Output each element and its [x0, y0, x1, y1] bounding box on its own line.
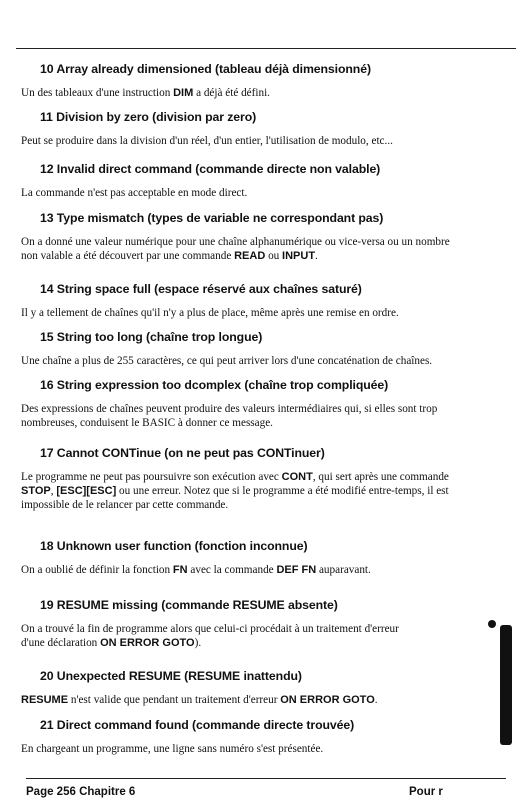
keyword: RESUME — [21, 694, 69, 706]
error-description — [21, 186, 513, 200]
text-run: La commande n'est pas acceptable en mode direct. — [21, 187, 248, 199]
text-run: Des expressions de chaînes peuvent produire des valeurs intermédiaires qui, si elles sont trop nombreuses, conduisent le BASIC à donner ce message. — [21, 403, 438, 429]
error-description — [21, 306, 513, 320]
text-run: ou une erreur. Notez que si le programme a été modifié entre-temps, il est impossible de le relancer par cette commande. — [21, 485, 449, 511]
error-heading: 18 Unknown user function (fonction inconnue) — [40, 539, 308, 553]
bottom-rule — [26, 778, 506, 779]
error-entry — [0, 598, 513, 650]
top-rule — [16, 48, 516, 49]
error-heading: 13 Type mismatch (types de variable ne correspondant pas) — [40, 211, 384, 225]
error-entry — [0, 718, 513, 756]
error-entry — [0, 162, 513, 200]
keyword: CONT — [281, 471, 313, 483]
error-description — [21, 470, 513, 512]
text-run: Il y a tellement de chaînes qu'il n'y a plus de place, même après une remise en ordre. — [21, 307, 399, 319]
text-run: a déjà été défini. — [193, 87, 270, 99]
text-run: auparavant. — [316, 564, 371, 576]
error-description — [21, 134, 513, 148]
keyword: [ESC][ESC] — [56, 485, 117, 497]
text-run: , qui sert après une commande — [312, 471, 449, 483]
error-heading: 21 Direct command found (commande directe trouvée) — [40, 718, 355, 732]
error-heading: 11 Division by zero (division par zero) — [40, 110, 257, 124]
text-run: On a oublié de définir la fonction — [21, 564, 173, 576]
footer-right-label: Pour r — [409, 786, 443, 798]
text-run: avec la commande — [187, 564, 277, 576]
error-heading: 17 Cannot CONTinue (on ne peut pas CONTinuer) — [40, 446, 325, 460]
text-run: Le programme ne peut pas poursuivre son exécution avec — [21, 471, 282, 483]
text-run: ou — [265, 250, 283, 262]
error-description — [21, 86, 513, 100]
error-heading: 16 String expression too dcomplex (chaîne trop compliquée) — [40, 378, 389, 392]
error-heading: 19 RESUME missing (commande RESUME absente) — [40, 598, 338, 612]
keyword: READ — [234, 250, 266, 262]
error-entry — [0, 669, 513, 707]
text-run: ). — [194, 637, 202, 649]
text-run: En chargeant un programme, une ligne sans numéro s'est présentée. — [21, 743, 324, 755]
keyword: INPUT — [282, 250, 316, 262]
text-run: Une chaîne a plus de 255 caractères, ce qui peut arriver lors d'une concaténation de chaînes. — [21, 355, 433, 367]
error-entry — [0, 211, 513, 263]
error-entry — [0, 539, 513, 577]
text-run: . — [374, 694, 378, 706]
footer-page-label: Page 256 Chapitre 6 — [26, 786, 136, 798]
error-description — [21, 693, 513, 707]
error-entry — [0, 378, 513, 430]
error-heading: 10 Array already dimensioned (tableau déjà dimensionné) — [40, 62, 371, 76]
error-description — [21, 622, 513, 650]
text-run: n'est valide que pendant un traitement d'erreur — [68, 694, 281, 706]
keyword: DEF FN — [276, 564, 317, 576]
error-entry — [0, 330, 513, 368]
text-run: Peut se produire dans la division d'un réel, d'un entier, l'utilisation de modulo, etc... — [21, 135, 393, 147]
error-description — [21, 742, 513, 756]
error-description — [21, 563, 513, 577]
error-heading: 15 String too long (chaîne trop longue) — [40, 330, 263, 344]
error-heading: 20 Unexpected RESUME (RESUME inattendu) — [40, 669, 302, 683]
error-entry — [0, 282, 513, 320]
error-entry — [0, 446, 513, 512]
error-heading: 12 Invalid direct command (commande directe non valable) — [40, 162, 381, 176]
keyword: DIM — [173, 87, 194, 99]
error-heading: 14 String space full (espace réservé aux chaînes saturé) — [40, 282, 362, 296]
error-description — [21, 402, 513, 430]
text-run: Un des tableaux d'une instruction — [21, 87, 174, 99]
text-run: , — [50, 485, 57, 497]
text-run: On a donné une valeur numérique pour une chaîne alphanumérique ou vice-versa ou un nombre non valable a été découvert par une commande — [21, 236, 450, 262]
error-entry — [0, 110, 513, 148]
error-entry — [0, 62, 513, 100]
keyword: STOP — [21, 485, 51, 497]
scan-smudge — [488, 620, 496, 628]
error-description — [21, 235, 513, 263]
scan-smudge — [500, 625, 512, 745]
keyword: FN — [172, 564, 188, 576]
error-description — [21, 354, 513, 368]
text-run: . — [315, 250, 318, 262]
keyword: ON ERROR GOTO — [280, 694, 375, 706]
text-run: On a trouvé la fin de programme alors que celui-ci procédait à un traitement d'erreur d'une déclaration — [21, 623, 399, 649]
keyword: ON ERROR GOTO — [100, 637, 195, 649]
